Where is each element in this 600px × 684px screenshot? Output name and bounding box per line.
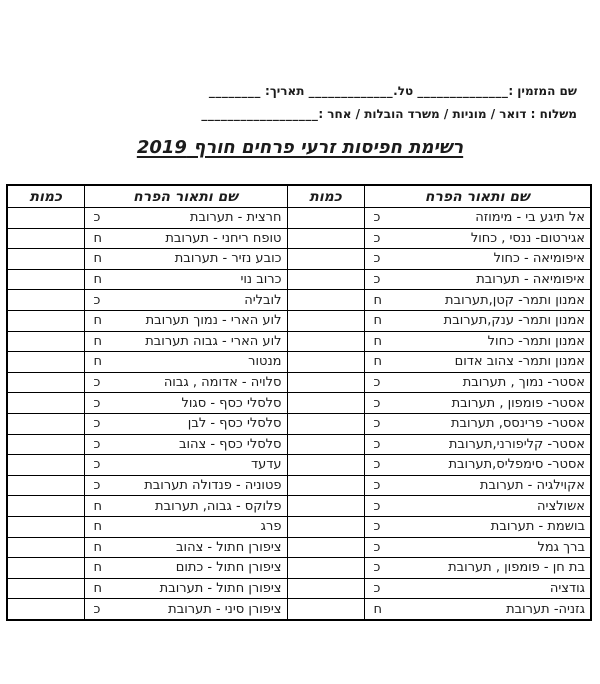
table-row: [7, 413, 591, 434]
seed-list-table: [6, 184, 592, 621]
packet-size-code: כ: [373, 539, 381, 555]
flower-name-cell: [84, 269, 287, 290]
packet-size-code: ח: [93, 580, 102, 596]
packet-size-code: כ: [373, 560, 381, 576]
flower-name-cell: [84, 393, 287, 414]
flower-name-cell: [84, 331, 287, 352]
flower-name-cell: [84, 578, 287, 599]
flower-name: עדעד: [251, 457, 282, 473]
packet-size-code: ח: [93, 519, 102, 535]
quantity-cell: [7, 413, 84, 434]
flower-name: אל תיגע בי - מימוזה: [475, 210, 585, 226]
flower-name: אסטר- פרינסס, תערובת: [450, 416, 585, 432]
quantity-cell: [7, 208, 84, 229]
quantity-cell: [287, 475, 364, 496]
table-row: [7, 372, 591, 393]
quantity-cell: [7, 496, 84, 517]
flower-name-cell: [364, 269, 591, 290]
flower-name: אמנון ותמר- ענק,תערובת: [443, 313, 585, 329]
packet-size-code: כ: [93, 395, 101, 411]
flower-name-cell: [364, 578, 591, 599]
flower-name-cell: [364, 331, 591, 352]
packet-size-code: כ: [93, 457, 101, 473]
flower-name-cell: [84, 228, 287, 249]
packet-size-code: כ: [373, 457, 381, 473]
quantity-cell: [287, 516, 364, 537]
flower-name: חרצית - תערובת: [189, 210, 282, 226]
quantity-cell: [287, 599, 364, 620]
flower-name-cell: [84, 537, 287, 558]
quantity-cell: [287, 208, 364, 229]
table-row: [7, 352, 591, 373]
table-body: [7, 208, 591, 620]
tel-label: טל.: [393, 84, 414, 98]
table-row: [7, 537, 591, 558]
flower-name: אסטר- קליפורני,תערובת: [448, 436, 585, 452]
packet-size-code: ח: [93, 560, 102, 576]
packet-size-code: כ: [93, 292, 101, 308]
packet-size-code: כ: [373, 230, 381, 246]
flower-name-cell: [364, 208, 591, 229]
quantity-cell: [7, 393, 84, 414]
date-blank: ________: [208, 84, 261, 98]
packet-size-code: ח: [93, 313, 102, 329]
packet-size-code: ח: [93, 272, 102, 288]
flower-name-cell: [364, 537, 591, 558]
flower-name: לוע הארי - גבוה תערובת: [145, 333, 282, 349]
flower-name: טופח ריחני - תערובת: [165, 230, 282, 246]
flower-name: כובע נזיר - תערובת: [174, 251, 282, 267]
col-header-flower-name-left: שם ותאור הפרח: [84, 185, 287, 208]
flower-name-cell: [84, 290, 287, 311]
flower-name-cell: [364, 558, 591, 579]
orderer-blank: ______________: [417, 84, 509, 98]
packet-size-code: כ: [373, 580, 381, 596]
flower-name: ציפורן סיני - תערובת: [168, 601, 282, 617]
flower-name-cell: [364, 496, 591, 517]
packet-size-code: כ: [373, 210, 381, 226]
packet-size-code: כ: [93, 436, 101, 452]
quantity-cell: [287, 455, 364, 476]
flower-name: פרג: [260, 519, 282, 535]
packet-size-code: כ: [373, 478, 381, 494]
flower-name: אמנון ותמר- קטן,תערובת: [445, 292, 585, 308]
packet-size-code: ח: [373, 333, 382, 349]
packet-size-code: כ: [93, 210, 101, 226]
table-row: [7, 496, 591, 517]
table-row: [7, 208, 591, 229]
header-row: [7, 185, 591, 208]
flower-name: סלויה - אדומה , גבוה: [163, 375, 282, 391]
table-row: [7, 455, 591, 476]
table-header: [7, 185, 591, 208]
col-header-quantity-left: כמות: [7, 185, 84, 208]
quantity-cell: [287, 558, 364, 579]
packet-size-code: ח: [373, 354, 382, 370]
packet-size-code: ח: [93, 498, 102, 514]
packet-size-code: כ: [373, 436, 381, 452]
flower-name-cell: [364, 455, 591, 476]
flower-name: בת חן - פומפון , תערובת: [448, 560, 585, 576]
table-row: [7, 269, 591, 290]
table-row: [7, 599, 591, 620]
flower-name-cell: [364, 516, 591, 537]
quantity-cell: [287, 228, 364, 249]
quantity-cell: [7, 434, 84, 455]
packet-size-code: כ: [373, 498, 381, 514]
flower-name-cell: [84, 599, 287, 620]
quantity-cell: [7, 516, 84, 537]
flower-name-cell: [84, 208, 287, 229]
shipping-blank: __________________: [201, 107, 319, 121]
flower-name-cell: [364, 413, 591, 434]
quantity-cell: [287, 352, 364, 373]
flower-name-cell: [364, 475, 591, 496]
flower-name-cell: [84, 413, 287, 434]
flower-name: סלסלי כסף - סגול: [181, 395, 282, 411]
flower-name-cell: [364, 372, 591, 393]
flower-name: ציפורן חתול - צהוב: [176, 539, 282, 555]
flower-name: איפומיאה - תערובת: [476, 272, 585, 288]
flower-name-cell: [364, 352, 591, 373]
col-header-flower-name-right: שם ותאור הפרח: [364, 185, 591, 208]
packet-size-code: ח: [93, 333, 102, 349]
flower-name-cell: [364, 393, 591, 414]
flower-name-cell: [84, 496, 287, 517]
flower-name-cell: [364, 228, 591, 249]
flower-name-cell: [84, 249, 287, 270]
flower-name: ברך גמל: [537, 539, 585, 555]
packet-size-code: כ: [373, 395, 381, 411]
packet-size-code: כ: [373, 272, 381, 288]
orderer-line: [0, 84, 577, 98]
shipping-label: משלוח : דואר / מוניות / משרד הובלות / אחר :: [318, 107, 577, 121]
quantity-cell: [7, 310, 84, 331]
quantity-cell: [287, 393, 364, 414]
shipping-line: [0, 107, 577, 121]
quantity-cell: [7, 372, 84, 393]
flower-name: אמנון ותמר- כחול: [487, 333, 585, 349]
quantity-cell: [7, 599, 84, 620]
quantity-cell: [287, 413, 364, 434]
flower-name: מנטור: [248, 354, 282, 370]
flower-name: סלסלי כסף - לבן: [187, 416, 282, 432]
form-header: [0, 84, 577, 121]
table-row: [7, 249, 591, 270]
quantity-cell: [7, 228, 84, 249]
quantity-cell: [287, 537, 364, 558]
flower-name: גזניה- תערובת: [506, 601, 585, 617]
flower-name-cell: [84, 475, 287, 496]
quantity-cell: [7, 290, 84, 311]
packet-size-code: ח: [373, 313, 382, 329]
flower-name-cell: [364, 290, 591, 311]
flower-name: ציפורן חתול - כתום: [175, 560, 282, 576]
table-row: [7, 228, 591, 249]
flower-name-cell: [84, 516, 287, 537]
table-row: [7, 393, 591, 414]
quantity-cell: [287, 269, 364, 290]
quantity-cell: [7, 249, 84, 270]
flower-name: אשולציה: [537, 498, 585, 514]
col-header-quantity-right: כמות: [287, 185, 364, 208]
quantity-cell: [7, 352, 84, 373]
flower-name-cell: [84, 455, 287, 476]
flower-name: ציפורן חתול - תערובת: [159, 580, 282, 596]
table-row: [7, 558, 591, 579]
packet-size-code: כ: [373, 251, 381, 267]
quantity-cell: [7, 558, 84, 579]
packet-size-code: ח: [93, 539, 102, 555]
packet-size-code: ח: [93, 251, 102, 267]
flower-name: פטוניה - פנדולה תערובת: [144, 478, 282, 494]
date-label: תאריך:: [265, 84, 305, 98]
flower-name: כרוב נוי: [240, 272, 282, 288]
page-title: רשימת חפיסות זרעי פרחים חורף 2019: [136, 137, 464, 158]
packet-size-code: כ: [373, 375, 381, 391]
quantity-cell: [287, 331, 364, 352]
quantity-cell: [287, 310, 364, 331]
packet-size-code: כ: [93, 375, 101, 391]
flower-name: אסטר- סימפליס,תערובת: [448, 457, 585, 473]
quantity-cell: [7, 455, 84, 476]
flower-name: פלוקס - גבוה, תערובת: [155, 498, 282, 514]
flower-name: אגירטום- ננסי , כחול: [470, 230, 585, 246]
quantity-cell: [7, 269, 84, 290]
table-row: [7, 475, 591, 496]
quantity-cell: [7, 537, 84, 558]
flower-name: אסטר- נמוך , תערובת: [462, 375, 585, 391]
flower-name-cell: [84, 310, 287, 331]
packet-size-code: ח: [373, 601, 382, 617]
packet-size-code: כ: [373, 416, 381, 432]
flower-name: לוע הארי - נמוך תערובת: [145, 313, 282, 329]
quantity-cell: [7, 475, 84, 496]
table-row: [7, 310, 591, 331]
table-row: [7, 578, 591, 599]
packet-size-code: כ: [93, 416, 101, 432]
orderer-label: שם המזמין :: [508, 84, 577, 98]
flower-name: גודציה: [549, 580, 585, 596]
packet-size-code: ח: [373, 292, 382, 308]
flower-name: איפומיאה - כחול: [493, 251, 585, 267]
quantity-cell: [287, 290, 364, 311]
table-row: [7, 516, 591, 537]
tel-blank: _____________: [308, 84, 394, 98]
flower-name: סלסלי כסף - צהוב: [178, 436, 282, 452]
quantity-cell: [287, 372, 364, 393]
flower-name: אקוילגיה - תערובת: [479, 478, 585, 494]
flower-name: אסטר- פומפון , תערובת: [451, 395, 585, 411]
packet-size-code: כ: [93, 478, 101, 494]
flower-name-cell: [364, 434, 591, 455]
table-row: [7, 290, 591, 311]
quantity-cell: [7, 331, 84, 352]
packet-size-code: כ: [93, 601, 101, 617]
flower-name-cell: [364, 310, 591, 331]
flower-name: בושמת - תערובת: [490, 519, 585, 535]
quantity-cell: [287, 496, 364, 517]
packet-size-code: ח: [93, 230, 102, 246]
flower-name-cell: [364, 249, 591, 270]
packet-size-code: ח: [93, 354, 102, 370]
table-row: [7, 331, 591, 352]
flower-name-cell: [84, 434, 287, 455]
flower-name-cell: [84, 372, 287, 393]
packet-size-code: כ: [373, 519, 381, 535]
flower-name: אמנון ותמר- צהוב אדום: [454, 354, 585, 370]
flower-name-cell: [84, 352, 287, 373]
quantity-cell: [287, 434, 364, 455]
quantity-cell: [7, 578, 84, 599]
flower-name: לובליה: [244, 292, 282, 308]
quantity-cell: [287, 578, 364, 599]
flower-name-cell: [364, 599, 591, 620]
table-row: [7, 434, 591, 455]
quantity-cell: [287, 249, 364, 270]
flower-name-cell: [84, 558, 287, 579]
